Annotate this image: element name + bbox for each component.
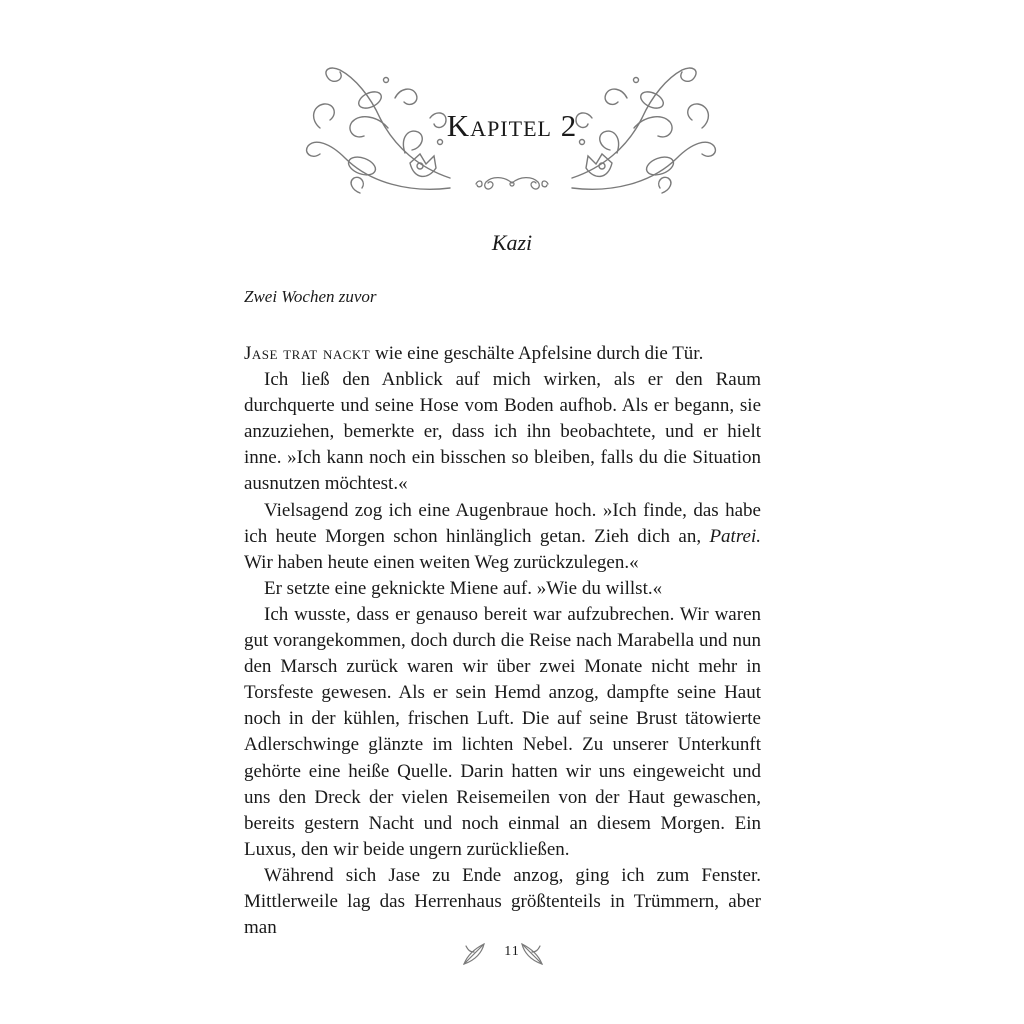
paragraph-text: Wir haben heute einen weiten Weg zurückzulegen.«	[244, 551, 639, 573]
paragraph	[244, 576, 761, 602]
chapter-pov-name: Kazi	[491, 230, 533, 255]
paragraph-text: wie eine geschälte Apfelsine durch die Tür.	[370, 343, 704, 364]
leaf-ornament-icon	[520, 940, 544, 966]
chapter-body	[244, 341, 761, 941]
paragraph-lead-in: Jase trat nackt	[244, 343, 371, 364]
page-number: 11	[504, 944, 520, 959]
scroll-ornament-icon	[472, 172, 552, 194]
paragraph-text: Vielsagend zog ich eine Augenbraue hoch. »Ich finde, das habe ich heute Morgen schon hinlänglich getan. Zieh dich an,	[244, 499, 761, 547]
paragraph-text: Ich wusste, dass er genauso bereit war aufzubrechen. Wir waren gut vorangekommen, doch durch die Reise nach Marabella und nun den Marsch zurück waren wir über zwei Monate nicht mehr in Torsfeste gewesen. Als er sein Hemd anzog, dampfte seine Haut noch in der kühlen, frischen Luft. Die auf seine Brust tätowierte Adlerschwinge glänzte im lichten Nebel. Zu unserer Unterkunft gehörte eine heiße Quelle. Darin hatten wir uns eingeweicht und uns den Dreck der vielen Reisemeilen von der Haut gewaschen, bereits gestern Nacht und noch einmal an diesem Morgen. Ein Luxus, den wir beide ungern zurückließen.	[244, 603, 761, 860]
paragraph	[244, 863, 761, 941]
paragraph	[244, 498, 761, 576]
chapter-title: Kapitel 2	[446, 108, 578, 143]
page-footer	[0, 938, 1024, 968]
paragraph-text: Ich ließ den Anblick auf mich wirken, als er den Raum durchquerte und seine Hose vom Boden aufhob. Als er begann, sie anzuziehen, bemerkte er, dass ich ihn beobachtete, und er hielt inne. »Ich kann noch ein bisschen so bleiben, falls du die Situation ausnutzen möchtest.«	[244, 369, 761, 495]
paragraph	[244, 367, 761, 497]
paragraph	[244, 341, 761, 367]
paragraph-italic: Patrei.	[709, 525, 761, 547]
paragraph	[244, 602, 761, 863]
paragraph-text: Er setzte eine geknickte Miene auf. »Wie du willst.«	[264, 577, 663, 599]
paragraph-text: Während sich Jase zu Ende anzog, ging ich zum Fenster. Mittlerweile lag das Herrenhaus größtenteils in Trümmern, aber man	[244, 864, 761, 939]
time-note: Zwei Wochen zuvor	[244, 287, 377, 306]
